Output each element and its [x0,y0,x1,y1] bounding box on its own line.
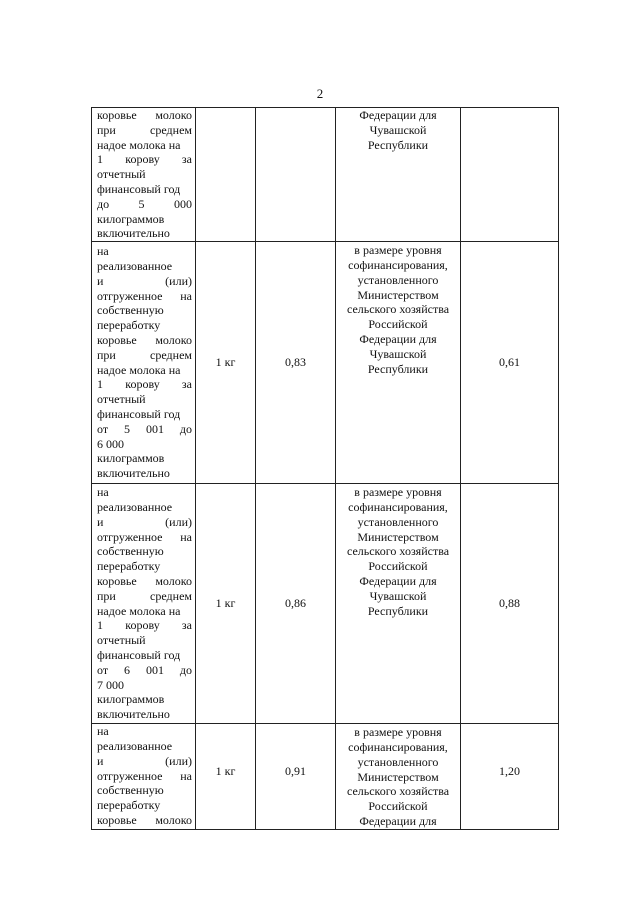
description-line: финансовый год [97,407,181,422]
description-line: килограммов [97,451,165,466]
basis-line: в размере уровня [354,243,442,258]
basis-line: Федерации для [359,573,437,588]
description-line: реализованное [97,500,173,515]
basis-line: Республики [367,603,429,618]
basis-line: Федерации для [359,108,437,122]
description-line: переработку [97,559,161,574]
basis-line: Министерством [357,769,439,784]
basis-cell [336,484,461,724]
basis-line: Министерством [357,287,439,302]
description-line: включительно [97,226,170,241]
page-number: 2 [316,86,324,101]
description-line: переработку [97,318,161,333]
description-line: при среднем [97,122,192,137]
unit-cell [196,108,256,242]
basis-line: Российской [368,559,428,574]
description-line: собственную [97,303,164,318]
description-line: включительно [97,707,170,722]
basis-line: сельского хозяйства [346,302,450,317]
description-line: финансовый год [97,648,181,663]
basis-line: установленного [357,272,439,287]
table-row [92,108,559,242]
description-line: собственную [97,544,164,559]
value-cell: 1,20 [461,724,559,830]
table-row [92,242,559,484]
basis-line: Чувашской [369,588,427,603]
description-line: переработку [97,798,161,813]
description-line: коровье молоко [97,574,192,589]
rate-cell: 0,83 [256,242,336,484]
basis-line: софинансирования, [348,499,448,514]
description-line: отчетный [97,167,146,182]
description-line: отгруженное на [97,768,192,783]
basis-line: Российской [368,799,428,814]
description-line: на [97,244,109,259]
basis-line: Республики [367,137,429,152]
table-row [92,484,559,724]
description-line: коровье молоко [97,108,192,122]
basis-line: Российской [368,317,428,332]
basis-line: установленного [357,754,439,769]
description-line: до 5 000 [97,196,192,211]
description-line: 1 корову за [97,152,192,167]
basis-line: Чувашской [369,122,427,137]
description-line: 6 000 [97,436,124,451]
description-line: 1 корову за [97,618,192,633]
description-line: на [97,724,109,739]
description-line: реализованное [97,738,173,753]
description-line: при среднем [97,347,192,362]
basis-line: Министерством [357,529,439,544]
description-line: от 6 001 до [97,662,192,677]
value-cell: 0,88 [461,484,559,724]
basis-line: Федерации для [359,331,437,346]
rate-cell: 0,86 [256,484,336,724]
description-line: отгруженное на [97,529,192,544]
basis-line: Чувашской [369,346,427,361]
basis-cell [336,242,461,484]
description-line: надое молока на [97,603,181,618]
description-line: 1 корову за [97,377,192,392]
basis-line: в размере уровня [354,725,442,740]
description-line: коровье молоко [97,812,192,827]
description-line: коровье молоко [97,333,192,348]
basis-line: Республики [367,361,429,376]
description-line: и (или) [97,273,192,288]
description-line: при среднем [97,588,192,603]
description-line: финансовый год [97,181,181,196]
description-line: реализованное [97,259,173,274]
unit-cell: 1 кг [196,484,256,724]
description-line: собственную [97,783,164,798]
rate-cell [256,108,336,242]
description-line: килограммов [97,211,165,226]
basis-line: софинансирования, [348,739,448,754]
table-body [92,108,559,830]
description-line: килограммов [97,692,165,707]
basis-line: сельского хозяйства [346,544,450,559]
basis-cell [336,724,461,830]
basis-cell [336,108,461,242]
unit-cell: 1 кг [196,242,256,484]
description-line: надое молока на [97,137,181,152]
description-line: включительно [97,466,170,481]
description-line: и (или) [97,514,192,529]
description-line: на [97,485,109,500]
description-line: и (или) [97,753,192,768]
description-line: отгруженное на [97,288,192,303]
description-line: надое молока на [97,362,181,377]
basis-line: установленного [357,514,439,529]
row-description [92,242,196,484]
description-line: 7 000 [97,677,124,692]
value-cell [461,108,559,242]
basis-line: Федерации для [359,813,437,828]
row-description [92,724,196,830]
basis-line: софинансирования, [348,257,448,272]
description-line: отчетный [97,392,146,407]
basis-line: сельского хозяйства [346,784,450,799]
basis-line: в размере уровня [354,485,442,500]
row-description [92,108,196,242]
subsidy-rates-table [91,107,559,830]
unit-cell: 1 кг [196,724,256,830]
description-line: отчетный [97,633,146,648]
description-line: от 5 001 до [97,421,192,436]
value-cell: 0,61 [461,242,559,484]
rate-cell: 0,91 [256,724,336,830]
row-description [92,484,196,724]
table-row [92,724,559,830]
